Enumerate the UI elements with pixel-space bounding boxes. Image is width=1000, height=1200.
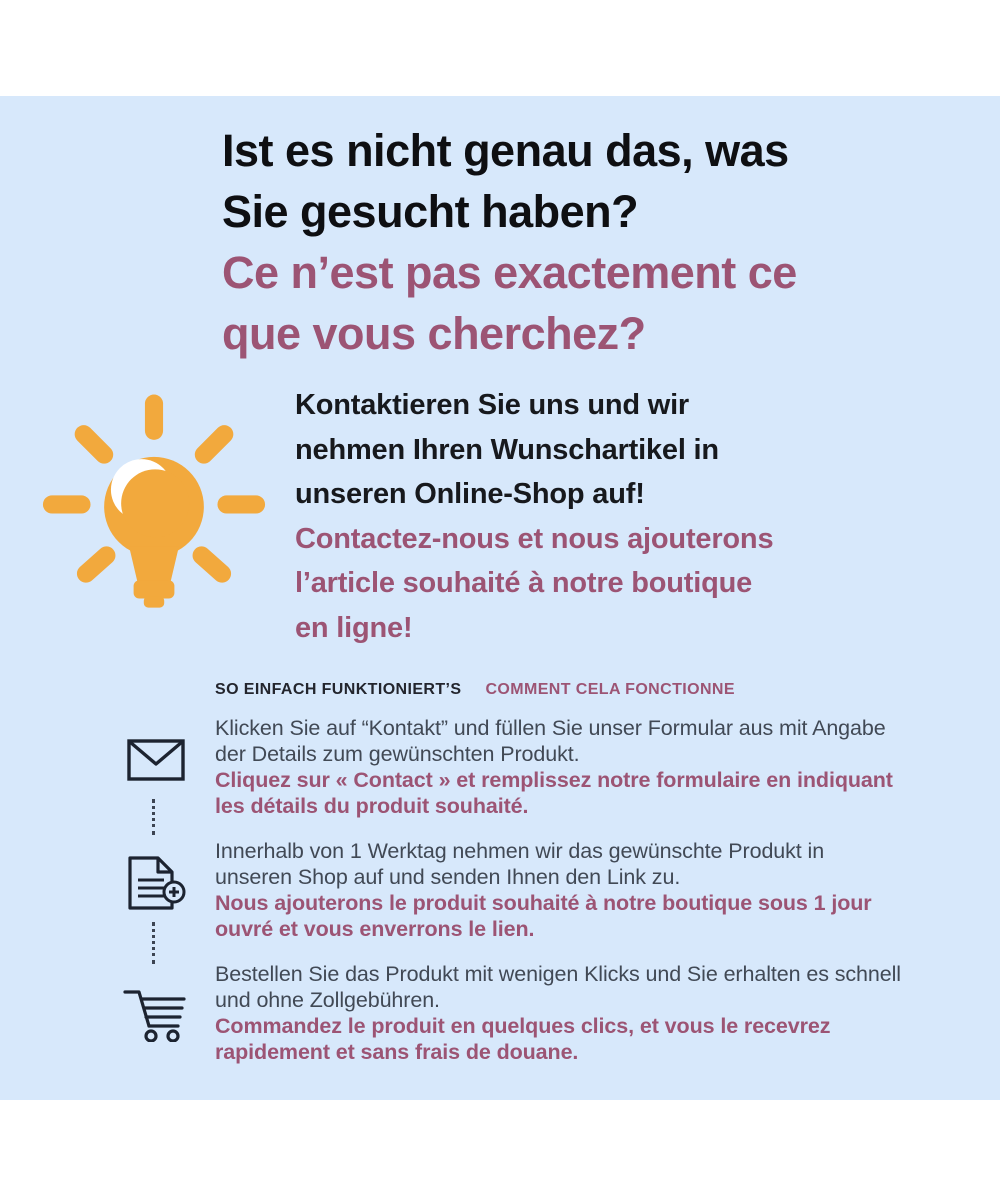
intro-text <box>295 383 895 650</box>
how-it-works-title <box>215 681 735 699</box>
step-2-german: Innerhalb von 1 Werktag nehmen wir das gewünschte Produkt in unseren Shop auf und senden Ihnen den Link zu. <box>215 839 825 889</box>
step-2-text <box>215 838 975 942</box>
headline <box>222 120 942 364</box>
cart-icon <box>121 988 187 1042</box>
how-title-french: COMMENT CELA FONCTIONNE <box>485 681 735 698</box>
headline-german: Ist es nicht genau das, was Sie gesucht haben? <box>222 125 789 237</box>
step-2-french: Nous ajouterons le produit souhaité à notre boutique sous 1 jour ouvré et vous enverrons le lien. <box>215 891 872 941</box>
how-title-german: SO EINFACH FUNKTIONIERT’S <box>215 681 462 698</box>
step-3-text <box>215 961 975 1065</box>
intro-german: Kontaktieren Sie uns und wir nehmen Ihren Wunschartikel in unseren Online-Shop auf! <box>295 389 719 510</box>
step-3-german: Bestellen Sie das Produkt mit wenigen Klicks und Sie erhalten es schnell und ohne Zollgebühren. <box>215 962 901 1012</box>
lightbulb-icon <box>40 390 268 628</box>
step-1-french: Cliquez sur « Contact » et remplissez notre formulaire en indiquant les détails du produit souhaité. <box>215 768 893 818</box>
document-add-icon <box>126 856 188 910</box>
headline-french: Ce n’est pas exactement ce que vous cherchez? <box>222 247 797 359</box>
dotted-connector-2 <box>152 922 155 964</box>
step-1-text <box>215 715 975 819</box>
envelope-icon <box>127 739 185 781</box>
dotted-connector-1 <box>152 799 155 835</box>
intro-french: Contactez-nous et nous ajouterons l’article souhaité à notre boutique en ligne! <box>295 522 774 644</box>
step-1-german: Klicken Sie auf “Kontakt” und füllen Sie unser Formular aus mit Angabe der Details zum gewünschten Produkt. <box>215 716 886 766</box>
step-3-french: Commandez le produit en quelques clics, et vous le recevrez rapidement et sans frais de douane. <box>215 1014 831 1064</box>
